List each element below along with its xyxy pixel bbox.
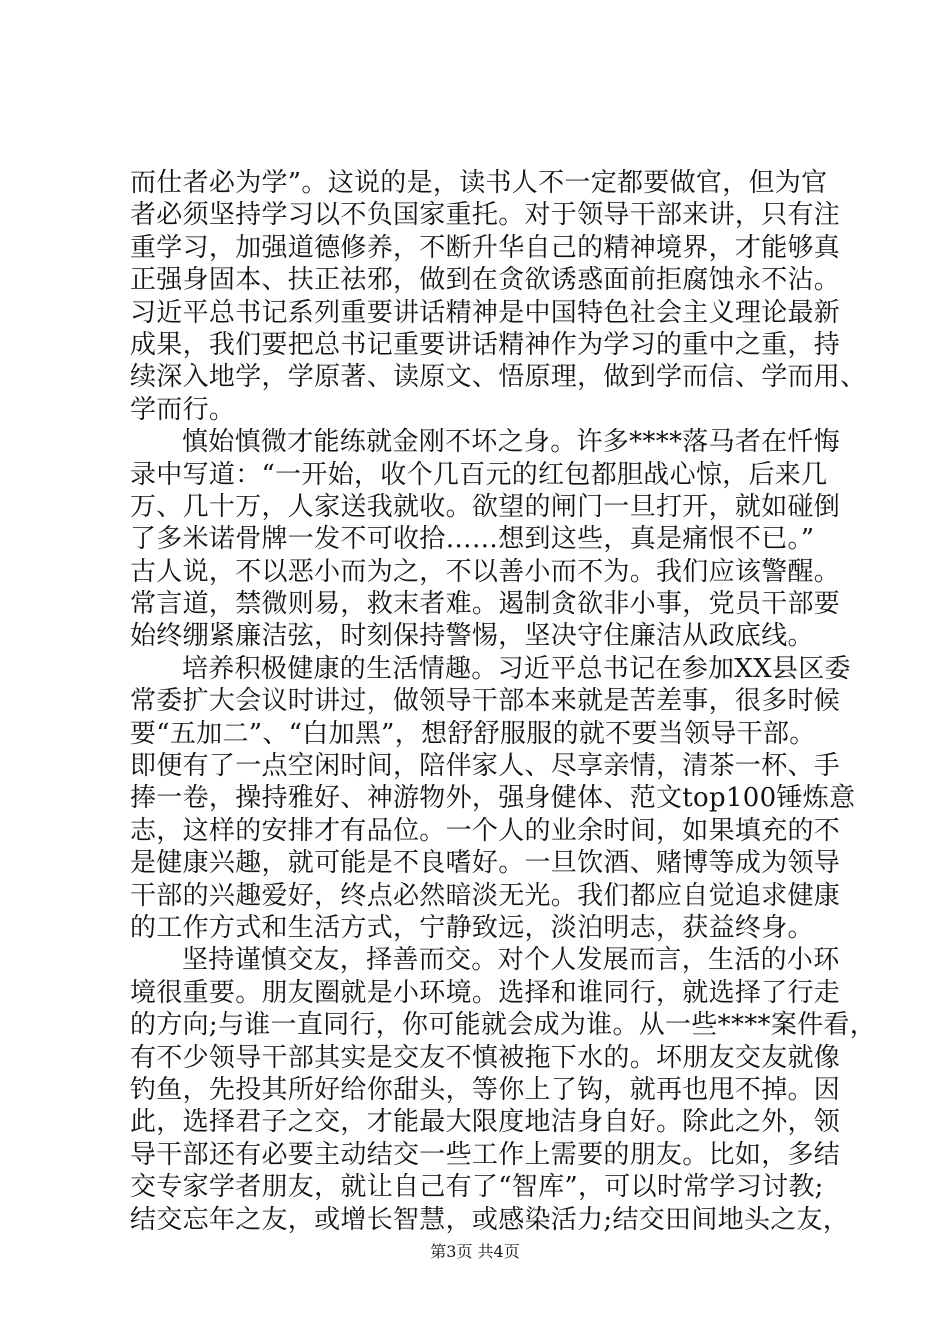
text-line: 有不少领导干部其实是交友不慎被拖下水的。坏朋友交友就像 xyxy=(130,1042,841,1073)
text-line: 常言道，禁微则易，救末者难。遏制贪欲非小事，党员干部要 xyxy=(130,589,841,620)
text-line: 习近平总书记系列重要讲话精神是中国特色社会主义理论最新 xyxy=(130,297,841,328)
paragraph-start-line: 培养积极健康的生活情趣。习近平总书记在参加XX县区委 xyxy=(182,653,851,684)
text-line: 境很重要。朋友圈就是小环境。选择和谁同行，就选择了行走 xyxy=(130,977,841,1008)
text-line: 而仕者必为学”。这说的是，读书人不一定都要做官，但为官 xyxy=(130,168,828,198)
text-line: 即便有了一点空闲时间，陪伴家人、尽享亲情，清茶一杯、手 xyxy=(130,751,841,782)
body-text xyxy=(130,167,877,1236)
text-line: 学而行。 xyxy=(130,394,236,425)
text-line: 正强身固本、扶正祛邪，做到在贪欲诱惑面前拒腐蚀永不沾。 xyxy=(130,265,841,296)
text-line: 了多米诺骨牌一发不可收拾……想到这些，真是痛恨不已。” xyxy=(130,524,815,555)
text-line: 此，选择君子之交，才能最大限度地洁身自好。除此之外，领 xyxy=(130,1107,841,1138)
text-line: 常委扩大会议时讲过，做领导干部本来就是苦差事，很多时候 xyxy=(130,686,841,717)
text-line: 干部的兴趣爱好，终点必然暗淡无光。我们都应自觉追求健康 xyxy=(130,880,841,911)
text-line: 结交忘年之友，或增长智慧，或感染活力;结交田间地头之友， xyxy=(130,1204,850,1235)
text-line: 志，这样的安排才有品位。一个人的业余时间，如果填充的不 xyxy=(130,815,841,846)
paragraph-start-line: 坚持谨慎交友，择善而交。对个人发展而言，生活的小环 xyxy=(182,945,840,976)
paragraph-start-line: 慎始慎微才能练就金刚不坏之身。许多****落马者在忏悔 xyxy=(182,427,841,458)
text-line: 成果，我们要把总书记重要讲话精神作为学习的重中之重，持 xyxy=(130,329,841,360)
page-number-footer: 第3页 共4页 xyxy=(430,1242,520,1261)
text-line: 要“五加二”、“白加黑”，想舒舒服服的就不要当领导干部。 xyxy=(130,718,816,749)
text-line: 万、几十万，人家送我就收。欲望的闸门一旦打开，就如碰倒 xyxy=(130,491,841,522)
text-line: 是健康兴趣，就可能是不良嗜好。一旦饮酒、赌博等成为领导 xyxy=(130,848,841,879)
text-line: 古人说，不以恶小而为之，不以善小而不为。我们应该警醒。 xyxy=(130,556,841,587)
text-line: 钓鱼，先投其所好给你甜头，等你上了钩，就再也甩不掉。因 xyxy=(130,1074,841,1105)
text-line: 续深入地学，学原著、读原文、悟原理，做到学而信、学而用、 xyxy=(130,362,867,393)
text-line: 者必须坚持学习以不负国家重托。对于领导干部来讲，只有注 xyxy=(130,200,841,231)
text-line: 捧一卷，操持雅好、神游物外，强身健体、范文top100锤炼意 xyxy=(130,783,856,814)
text-line: 的方向;与谁一直同行，你可能就会成为谁。从一些****案件看， xyxy=(130,1010,877,1041)
text-line: 导干部还有必要主动结交一些工作上需要的朋友。比如，多结 xyxy=(130,1139,841,1170)
text-line: 的工作方式和生活方式，宁静致远，淡泊明志，获益终身。 xyxy=(130,912,814,943)
text-line: 重学习，加强道德修养，不断升华自己的精神境界，才能够真 xyxy=(130,232,841,263)
text-line: 录中写道：“一开始，收个几百元的红包都胆战心惊，后来几 xyxy=(130,459,828,490)
text-line: 始终绷紧廉洁弦，时刻保持警惕，坚决守住廉洁从政底线。 xyxy=(130,621,814,652)
text-line: 交专家学者朋友，就让自己有了“智库”，可以时常学习讨教; xyxy=(130,1172,824,1203)
